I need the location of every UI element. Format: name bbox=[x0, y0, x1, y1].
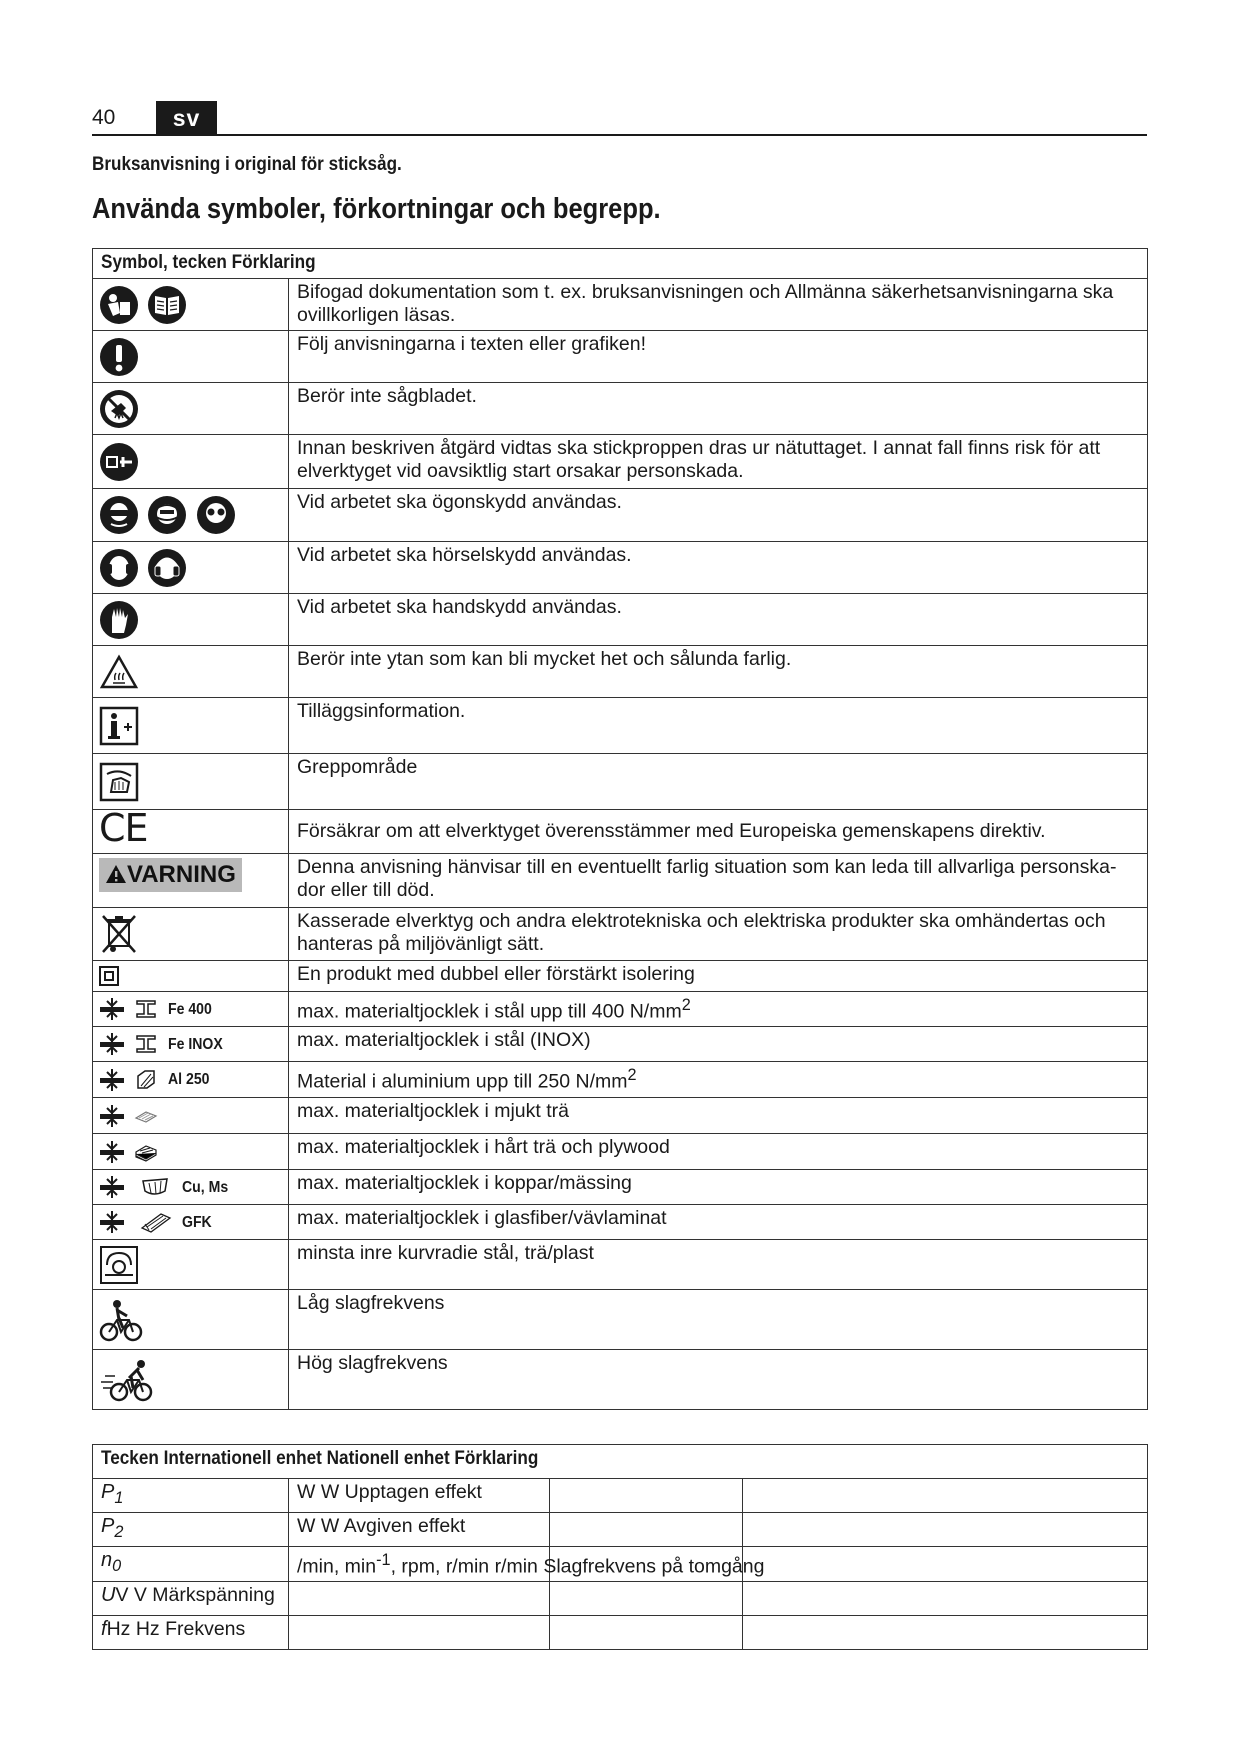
curve-radius-icon bbox=[99, 1245, 139, 1285]
table-row bbox=[93, 1581, 1148, 1615]
no-touch-blade-icon bbox=[99, 389, 139, 429]
row-text: Låg slagfrekvens bbox=[289, 1290, 1148, 1350]
copper-pipe-icon bbox=[139, 1175, 173, 1199]
soft-wood-icon bbox=[133, 1104, 159, 1128]
goggles-icon bbox=[99, 495, 139, 535]
superscript: 2 bbox=[627, 1066, 637, 1084]
ear-muffs-icon bbox=[147, 548, 187, 588]
thickness-icon bbox=[99, 1175, 125, 1199]
info-plus-icon bbox=[99, 706, 139, 746]
units-header-label: Tecken Internationell enhet Nationell enhet Förklaring bbox=[101, 1447, 539, 1469]
table-row bbox=[93, 383, 1148, 435]
table-row bbox=[93, 1062, 1148, 1098]
unit-description: V V Märkspänning bbox=[115, 1583, 275, 1606]
table-row bbox=[93, 810, 1148, 854]
row-text: Vid arbetet ska ögonskydd användas. bbox=[289, 489, 1148, 542]
units-table-header bbox=[93, 1445, 1148, 1479]
thickness-icon bbox=[99, 1140, 125, 1164]
table-row bbox=[93, 1027, 1148, 1062]
unit-subscript: 0 bbox=[112, 1556, 122, 1575]
table-row bbox=[93, 1098, 1148, 1134]
row-text: Berör inte sågbladet. bbox=[289, 383, 1148, 435]
table-row bbox=[93, 331, 1148, 383]
table-row bbox=[93, 1615, 1148, 1649]
material-label: Cu, Ms bbox=[181, 1178, 229, 1196]
table-row bbox=[93, 646, 1148, 698]
table-row bbox=[93, 908, 1148, 961]
thickness-icon bbox=[99, 1210, 125, 1234]
table-row bbox=[93, 1134, 1148, 1170]
unit-description: W W Upptagen effekt bbox=[289, 1479, 550, 1513]
row-text: Vid arbetet ska hörselskydd användas. bbox=[289, 542, 1148, 594]
steel-beam-icon bbox=[133, 997, 159, 1021]
symbols-table-header bbox=[93, 249, 1148, 279]
weee-bin-icon bbox=[99, 912, 139, 956]
table-row bbox=[93, 1205, 1148, 1240]
row-text: Greppområde bbox=[289, 754, 1148, 810]
symbols-table bbox=[92, 248, 1148, 1410]
safety-glasses-icon bbox=[196, 495, 236, 535]
row-text: max. materialtjocklek i koppar/mässing bbox=[289, 1170, 1148, 1205]
row-text: max. materialtjocklek i mjukt trä bbox=[289, 1098, 1148, 1134]
table-row bbox=[93, 992, 1148, 1027]
unit-superscript: -1 bbox=[376, 1551, 391, 1569]
row-text: Bifogad dokumentation som t. ex. bruksanvisningen och Allmänna säkerhetsanvisningarna ska ovillkorligen läsas. bbox=[289, 279, 1148, 331]
unit-sign: f bbox=[101, 1617, 107, 1640]
row-text: max. materialtjocklek i hårt trä och plywood bbox=[289, 1134, 1148, 1170]
page-number: 40 bbox=[92, 106, 116, 129]
exclamation-icon bbox=[99, 337, 139, 377]
row-text: max. materialtjocklek i stål upp till 400 N/mm bbox=[297, 1000, 682, 1023]
grip-area-icon bbox=[99, 762, 139, 802]
superscript: 2 bbox=[681, 996, 691, 1014]
row-text: Kasserade elverktyg och andra elektrotekniska och elektriska produkter ska omhändertas och hanteras på miljövänligt sätt. bbox=[289, 908, 1148, 961]
page-title: Använda symboler, förkortningar och begrepp. bbox=[92, 193, 661, 225]
row-text: Denna anvisning hänvisar till en eventuellt farlig situation som kan leda till allvarliga personska-dor eller till död. bbox=[289, 854, 1148, 908]
unit-description: Hz Hz Frekvens bbox=[106, 1617, 246, 1640]
material-label: Fe 400 bbox=[167, 1000, 212, 1018]
table-row bbox=[93, 1290, 1148, 1350]
header-rule bbox=[92, 134, 1147, 136]
steel-beam-icon bbox=[133, 1032, 159, 1056]
row-text: max. materialtjocklek i stål (INOX) bbox=[289, 1027, 1148, 1062]
table-row bbox=[93, 594, 1148, 646]
row-text: Berör inte ytan som kan bli mycket het och sålunda farlig. bbox=[289, 646, 1148, 698]
unit-sign: P bbox=[101, 1481, 115, 1503]
units-table bbox=[92, 1444, 1148, 1650]
gloves-icon bbox=[99, 600, 139, 640]
language-badge: sv bbox=[156, 101, 217, 134]
material-label: Fe INOX bbox=[167, 1035, 223, 1053]
hot-surface-icon bbox=[99, 654, 139, 690]
row-text: Hög slagfrekvens bbox=[289, 1350, 1148, 1410]
row-text: Tilläggsinformation. bbox=[289, 698, 1148, 754]
unplug-icon bbox=[99, 442, 139, 482]
row-text: Innan beskriven åtgärd vidtas ska stickproppen dras ur nätuttaget. I annat fall finns risk för att elverktyget vid oavsiktlig start orsakar personskada. bbox=[289, 435, 1148, 489]
table-row bbox=[93, 1170, 1148, 1205]
table-row bbox=[93, 961, 1148, 992]
row-text: Vid arbetet ska handskydd användas. bbox=[289, 594, 1148, 646]
table-row bbox=[93, 854, 1148, 908]
row-text: minsta inre kurvradie stål, trä/plast bbox=[289, 1240, 1148, 1290]
warning-icon bbox=[105, 864, 127, 884]
table-row bbox=[93, 1479, 1148, 1513]
row-text: Följ anvisningarna i texten eller grafiken! bbox=[289, 331, 1148, 383]
ce-mark-icon: CE bbox=[99, 805, 148, 850]
double-insulation-icon bbox=[99, 966, 119, 986]
table-row bbox=[93, 279, 1148, 331]
table-row bbox=[93, 1513, 1148, 1547]
fast-bicycle-icon bbox=[99, 1358, 159, 1402]
symbols-header-label: Symbol, tecken Förklaring bbox=[101, 251, 316, 273]
material-label: GFK bbox=[181, 1213, 212, 1231]
thickness-icon bbox=[99, 1032, 125, 1056]
table-row bbox=[93, 489, 1148, 542]
fiberglass-icon bbox=[139, 1210, 173, 1234]
row-text: Försäkrar om att elverktyget överensstämmer med Europeiska gemenskapens direktiv. bbox=[289, 810, 1148, 854]
unit-sign: U bbox=[101, 1583, 116, 1606]
unit-description-tail: , rpm, r/min r/min Slagfrekvens på tomgång bbox=[390, 1555, 765, 1578]
material-label: Al 250 bbox=[167, 1071, 210, 1088]
row-text: max. materialtjocklek i glasfiber/vävlaminat bbox=[289, 1205, 1148, 1240]
aluminium-profile-icon bbox=[133, 1068, 159, 1092]
table-row bbox=[93, 1547, 1148, 1582]
table-row bbox=[93, 698, 1148, 754]
table-row bbox=[93, 435, 1148, 489]
table-row bbox=[93, 542, 1148, 594]
unit-sign: n bbox=[101, 1549, 113, 1571]
ear-protection-icon bbox=[99, 548, 139, 588]
row-text: Material i aluminium upp till 250 N/mm bbox=[297, 1070, 628, 1093]
unit-description: /min, min bbox=[297, 1555, 377, 1578]
row-text: En produkt med dubbel eller förstärkt isolering bbox=[289, 961, 1148, 992]
warning-label: VARNING bbox=[99, 858, 242, 892]
table-row bbox=[93, 1240, 1148, 1290]
open-book-icon bbox=[147, 285, 187, 325]
face-shield-icon bbox=[147, 495, 187, 535]
unit-sign: P bbox=[101, 1515, 115, 1537]
hard-wood-icon bbox=[133, 1140, 159, 1164]
document-subtitle: Bruksanvisning i original för sticksåg. bbox=[92, 154, 402, 175]
thickness-icon bbox=[99, 997, 125, 1021]
unit-subscript: 2 bbox=[114, 1522, 124, 1541]
slow-bicycle-icon bbox=[99, 1296, 145, 1344]
table-row bbox=[93, 1350, 1148, 1410]
table-row bbox=[93, 754, 1148, 810]
thickness-icon bbox=[99, 1104, 125, 1128]
thickness-icon bbox=[99, 1068, 125, 1092]
unit-description: W W Avgiven effekt bbox=[289, 1513, 550, 1547]
unit-subscript: 1 bbox=[114, 1488, 124, 1507]
manual-person-icon bbox=[99, 285, 139, 325]
